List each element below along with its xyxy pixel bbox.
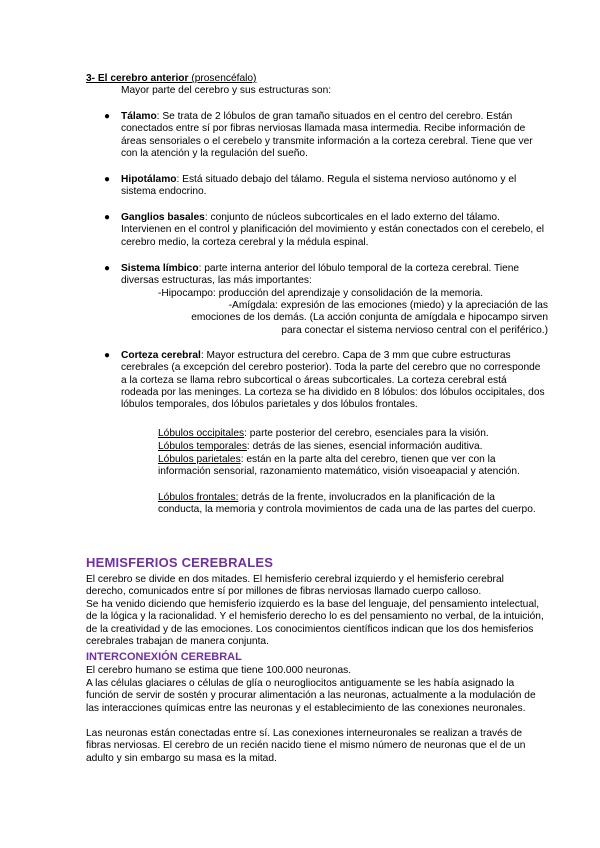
- lobe-text: : parte posterior del cerebro, esenciales para la visión.: [244, 428, 489, 439]
- section-3-intro: Mayor parte del cerebro y sus estructuras son:: [121, 85, 332, 96]
- section-3-subtitle: (prosencéfalo): [188, 73, 257, 84]
- interconnection-paragraph-1: El cerebro humano se estima que tiene 100.000 neuronas.: [86, 665, 352, 676]
- structure-hypothalamus: [121, 174, 546, 199]
- section-3-heading: [86, 73, 256, 85]
- interconnection-heading: INTERCONEXIÓN CEREBRAL: [86, 651, 242, 663]
- lobe-text: : detrás de las sienes, esencial información auditiva.: [246, 441, 483, 452]
- structure-name: Tálamo: [121, 111, 157, 122]
- structure-limbic-system: [121, 263, 546, 288]
- lobe-text: detrás de la frente, involucrados en la planificación de la conducta, la memoria y controla movimientos de cada una de las partes del cuerpo.: [158, 492, 536, 516]
- bullet-icon: ●: [104, 350, 111, 361]
- structure-text: : parte interna anterior del lóbulo temporal de la corteza cerebral. Tiene diversas estructuras, las más importantes:: [121, 263, 520, 287]
- lobe-name: Lóbulos frontales:: [158, 492, 239, 503]
- hemispheres-paragraph-2: Se ha venido diciendo que hemisferio izquierdo es la base del lenguaje, del pensamiento intelectual, de la lógica y la racionalidad. Y el hemisferio derecho lo es del pensamiento no verbal, de la intuición, de la creatividad y de las emociones. Los conocimientos científicos indican que los dos hemisferios cerebrales trabajan de manera conjunta.: [86, 599, 544, 647]
- lobe-occipital: [158, 428, 538, 440]
- interconnection-paragraph-3: Las neuronas están conectadas entre sí. Las conexiones interneuronales se realizan a través de fibras nerviosas. El cerebro de un recién nacido tiene el mismo número de neuronas que el de un adulto y sin embargo su masa es la mitad.: [86, 728, 526, 764]
- lobe-name: Lóbulos temporales: [158, 441, 247, 452]
- structure-text: : conjunto de núcleos subcorticales en el lado externo del tálamo. Intervienen en el control y planificación del movimiento y están conectados con el cerebelo, el cerebro medio, la corteza cerebral y la médula espinal.: [121, 212, 545, 248]
- structure-name: Ganglios basales: [121, 212, 205, 223]
- structure-text: : Se trata de 2 lóbulos de gran tamaño situados en el centro del cerebro. Están conectados entre sí por fibras nerviosas llamada masa intermedia. Recibe información de áreas sensoriales o el cerebelo y transmite información a la corteza cerebral. Tiene que ver con la atención y la regulación del sueño.: [121, 111, 533, 159]
- limbic-hippocampus: -Hipocampo: producción del aprendizaje y consolidación de la memoria.: [158, 288, 484, 299]
- lobe-name: Lóbulos occipitales: [158, 428, 245, 439]
- lobe-parietal: [158, 454, 538, 479]
- lobe-name: Lóbulos parietales: [158, 454, 241, 465]
- lobe-temporal: [158, 441, 538, 453]
- interconnection-paragraph-2: A las células glaciares o células de glía o neurogliocitos antiguamente se les había asignado la función de servir de sostén y procurar alimentación a las neuronas, actualmente a la modulación de las interacciones químicas entre las neuronas y el establecimiento de las conexiones neuronales.: [86, 678, 536, 714]
- structure-name: Corteza cerebral: [121, 350, 201, 361]
- bullet-icon: ●: [104, 174, 111, 185]
- lobe-text: : están en la parte alta del cerebro, tienen que ver con la información sensorial, razonamiento matemático, visión visoeapacial y atención.: [158, 454, 520, 478]
- structure-cerebral-cortex: [121, 350, 546, 411]
- hemispheres-paragraph-1: El cerebro se divide en dos mitades. El hemisferio cerebral izquierdo y el hemisferio cerebral derecho, comunicados entre sí por millones de fibras nerviosas llamado cuerpo calloso.: [86, 574, 504, 598]
- bullet-icon: ●: [104, 263, 111, 274]
- structure-text: : Está situado debajo del tálamo. Regula el sistema nervioso autónomo y el sistema endocrino.: [121, 174, 517, 198]
- structure-thalamus: [121, 111, 546, 160]
- structure-name: Hipotálamo: [121, 174, 177, 185]
- hemispheres-heading: HEMISFERIOS CEREBRALES: [86, 555, 274, 570]
- structure-name: Sistema límbico: [121, 263, 199, 274]
- lobe-frontal: [158, 492, 538, 517]
- section-3-title: 3- El cerebro anterior: [86, 73, 189, 84]
- structure-text: : Mayor estructura del cerebro. Capa de 3 mm que cubre estructuras cerebrales (a excepción del cerebro posterior). Toda la parte del cerebro que no corresponde a la corteza se llama rebro subcortical o áreas subcorticales. La corteza cerebral está rodeada por las meninges. La corteza se ha dividido en 8 lóbulos: dos lóbulos occipitales, dos lóbulos temporales, dos lóbulos parietales y dos lóbulos frontales.: [121, 350, 545, 411]
- bullet-icon: ●: [104, 111, 111, 122]
- limbic-amygdala: -Amígdala: expresión de las emociones (miedo) y la apreciación de las emociones de los demás. (La acción conjunta de amígdala e hipocampo sirven para conectar el sistema nervioso central con el periférico.): [191, 300, 548, 336]
- bullet-icon: ●: [104, 212, 111, 223]
- structure-basal-ganglia: [121, 212, 546, 249]
